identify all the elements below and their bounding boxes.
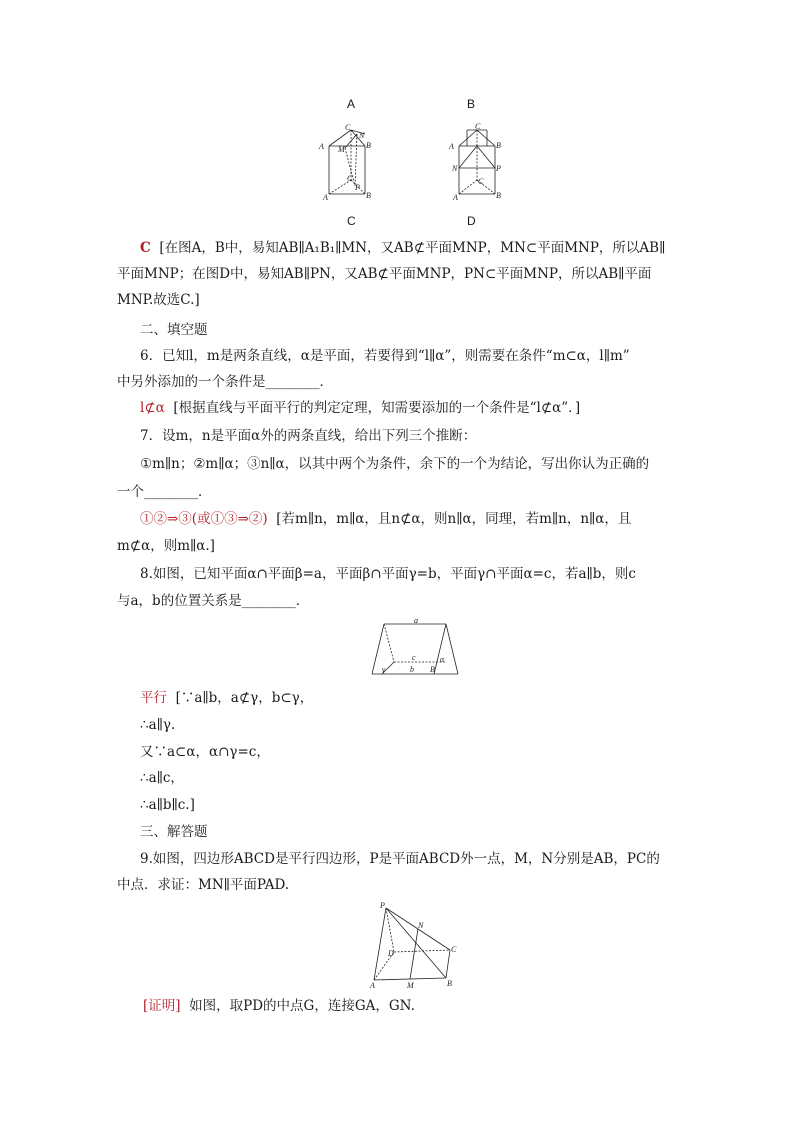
q9-proof-key: [证明]	[143, 998, 181, 1014]
svg-text:M: M	[407, 981, 414, 990]
svg-text:a: a	[414, 616, 418, 625]
prism-figures	[315, 118, 515, 202]
section-fill-blank: 二、填空题	[140, 322, 208, 338]
q5-answer-text: [在图A，B中，易知AB∥A₁B₁∥MN，又AB⊄平面MNP，MN⊂平面MNP，所以AB∥	[159, 240, 666, 256]
svg-text:γ: γ	[382, 665, 386, 674]
svg-text:C: C	[475, 122, 481, 131]
q8-answer-line3: 又∵a⊂α，α∩γ=c，	[140, 744, 270, 760]
q8-answer-line1	[140, 690, 313, 706]
q6-answer	[140, 400, 580, 416]
q9-proof-text: 如图，取PD的中点G，连接GA，GN.	[189, 998, 415, 1014]
q7-line2: ①m∥n；②m∥α；③n∥α，以其中两个为条件，余下的一个为结论，写出你认为正确的	[140, 456, 650, 472]
svg-text:M: M	[338, 145, 345, 154]
svg-text:b: b	[410, 665, 414, 674]
q5-answer-line2: 平面MNP；在图D中，易知AB∥PN，又AB⊄平面MNP，PN⊂平面MNP，所以AB∥平面	[117, 266, 652, 282]
q6-answer-key: l⊄α	[140, 400, 165, 416]
svg-text:C: C	[478, 177, 484, 186]
svg-text:B: B	[430, 665, 435, 674]
svg-text:B: B	[496, 191, 501, 200]
q9-line1: 9.如图，四边形ABCD是平行四边形，P是平面ABCD外一点，M，N分别是AB，PC的	[140, 851, 660, 867]
q7-answer-key: ①②⇒③(或①③⇒②)	[140, 511, 268, 527]
svg-text:D: D	[388, 949, 394, 958]
svg-text:c: c	[412, 653, 416, 662]
q6-line2: 中另外添加的一个条件是________．	[117, 374, 333, 390]
q7-answer-text: [若m∥n，m∥α，且n⊄α，则n∥α，同理，若m∥n，n∥α，且	[276, 511, 632, 527]
q8-answer-key: 平行	[140, 690, 167, 706]
svg-text:N: N	[452, 164, 458, 173]
q8-answer-line4: ∴a∥c，	[140, 770, 184, 786]
q8-answer-line5: ∴a∥b∥c.]	[140, 797, 195, 813]
svg-text:α: α	[440, 655, 445, 664]
q9-pyramid-figure	[362, 900, 462, 990]
figure-label-d: D	[467, 214, 476, 228]
svg-text:B: B	[447, 979, 452, 988]
q6-line1: 6．已知l，m是两条直线，α是平面，若要得到“l∥α”，则需要在条件“m⊂α，l∥m”	[140, 348, 630, 364]
q8-line1: 8.如图，已知平面α∩平面β=a，平面β∩平面γ=b，平面γ∩平面α=c，若a∥b，则c	[140, 566, 636, 582]
svg-text:A: A	[323, 193, 328, 202]
figure-label-a: A	[347, 97, 356, 111]
q7-answer-line2: m⊄α，则m∥α.]	[117, 538, 215, 554]
svg-text:C: C	[347, 174, 353, 183]
q7-line1: 7．设m，n是平面α外的两条直线，给出下列三个推断：	[140, 428, 477, 444]
figure-label-c: C	[347, 214, 356, 228]
q9-line2: 中点．求证：MN∥平面PAD.	[117, 877, 290, 893]
q9-proof	[143, 998, 415, 1014]
svg-text:A: A	[319, 142, 324, 151]
svg-text:C: C	[451, 945, 457, 954]
figure-label-b: B	[467, 97, 476, 111]
svg-text:P: P	[355, 183, 360, 192]
svg-text:A: A	[370, 981, 375, 990]
svg-text:C: C	[345, 123, 351, 132]
q8-planes-figure	[370, 616, 460, 680]
q8-line2: 与a，b的位置关系是________．	[117, 593, 310, 609]
section-solve: 三、解答题	[140, 824, 208, 840]
q7-answer	[140, 511, 631, 527]
svg-text:N: N	[418, 921, 424, 930]
svg-text:A: A	[453, 193, 458, 202]
svg-text:A: A	[449, 142, 454, 151]
q5-answer-line1	[140, 240, 665, 256]
q8-answer-text: [∵a∥b，a⊄γ，b⊂γ，	[175, 690, 314, 706]
svg-text:B: B	[366, 141, 371, 150]
svg-text:N: N	[359, 131, 365, 140]
svg-text:B: B	[496, 141, 501, 150]
q5-answer-line3: MNP.故选C.]	[117, 292, 200, 308]
q5-answer-letter: C	[140, 240, 151, 256]
svg-text:P: P	[496, 164, 501, 173]
q6-answer-text: [根据直线与平面平行的判定定理，知需要添加的一个条件是“l⊄α”．]	[173, 400, 581, 416]
svg-text:B: B	[366, 191, 371, 200]
q8-answer-line2: ∴a∥γ.	[140, 717, 176, 733]
q7-line3: 一个________．	[117, 484, 212, 500]
svg-text:P: P	[380, 901, 385, 910]
